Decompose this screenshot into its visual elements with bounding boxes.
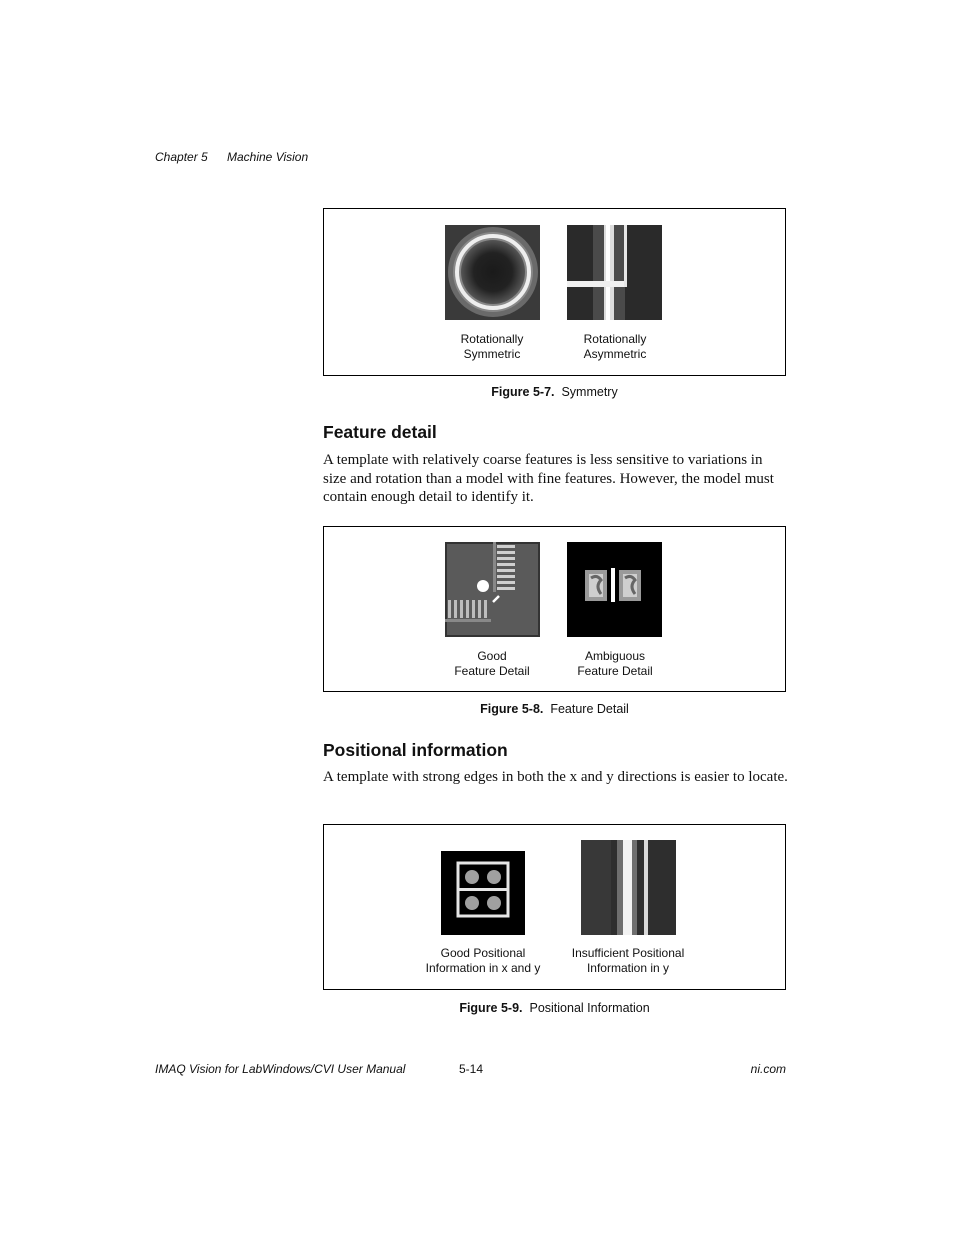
figure-5-8-caption: Figure 5-8. Feature Detail: [480, 702, 629, 716]
figure-5-7-left-caption: Rotationally Symmetric: [460, 332, 524, 361]
good-feature-detail-image: [445, 542, 540, 637]
feature-detail-heading: Feature detail: [323, 422, 437, 442]
figure-5-9-left-caption: Good Positional Information in x and y: [425, 946, 541, 975]
chapter-label: Chapter 5: [155, 150, 208, 164]
figure-5-7-right-caption: Rotationally Asymmetric: [583, 332, 647, 361]
positional-information-heading: Positional information: [323, 740, 508, 760]
figure-5-7-caption: Figure 5-7. Symmetry: [491, 385, 618, 399]
figure-5-8-right-caption: Ambiguous Feature Detail: [577, 649, 653, 678]
ambiguous-feature-detail-image: [567, 542, 662, 637]
insufficient-positional-information-image: [581, 840, 676, 935]
footer-manual-title: IMAQ Vision for LabWindows/CVI User Manual: [155, 1062, 406, 1076]
footer-page-number: 5-14: [459, 1062, 484, 1076]
positional-information-paragraph: A template with strong edges in both the x and y directions is easier to locate.: [323, 769, 788, 785]
feature-detail-paragraph: A template with relatively coarse features is less sensitive to variations in size and rotation than a model with fine features. However, the model must contain enough detail to identify it.: [323, 452, 774, 505]
rotationally-asymmetric-image: [567, 225, 662, 320]
figure-5-9-frame: [323, 824, 786, 990]
figure-5-9-caption: Figure 5-9. Positional Information: [459, 1001, 650, 1015]
figure-5-9-right-caption: Insufficient Positional Information in y: [571, 946, 685, 975]
footer-site: ni.com: [750, 1062, 786, 1076]
rotationally-symmetric-image: [445, 225, 540, 320]
good-positional-information-image: [441, 851, 525, 935]
figure-5-8-left-caption: Good Feature Detail: [454, 649, 530, 678]
chapter-title: Machine Vision: [227, 150, 309, 164]
